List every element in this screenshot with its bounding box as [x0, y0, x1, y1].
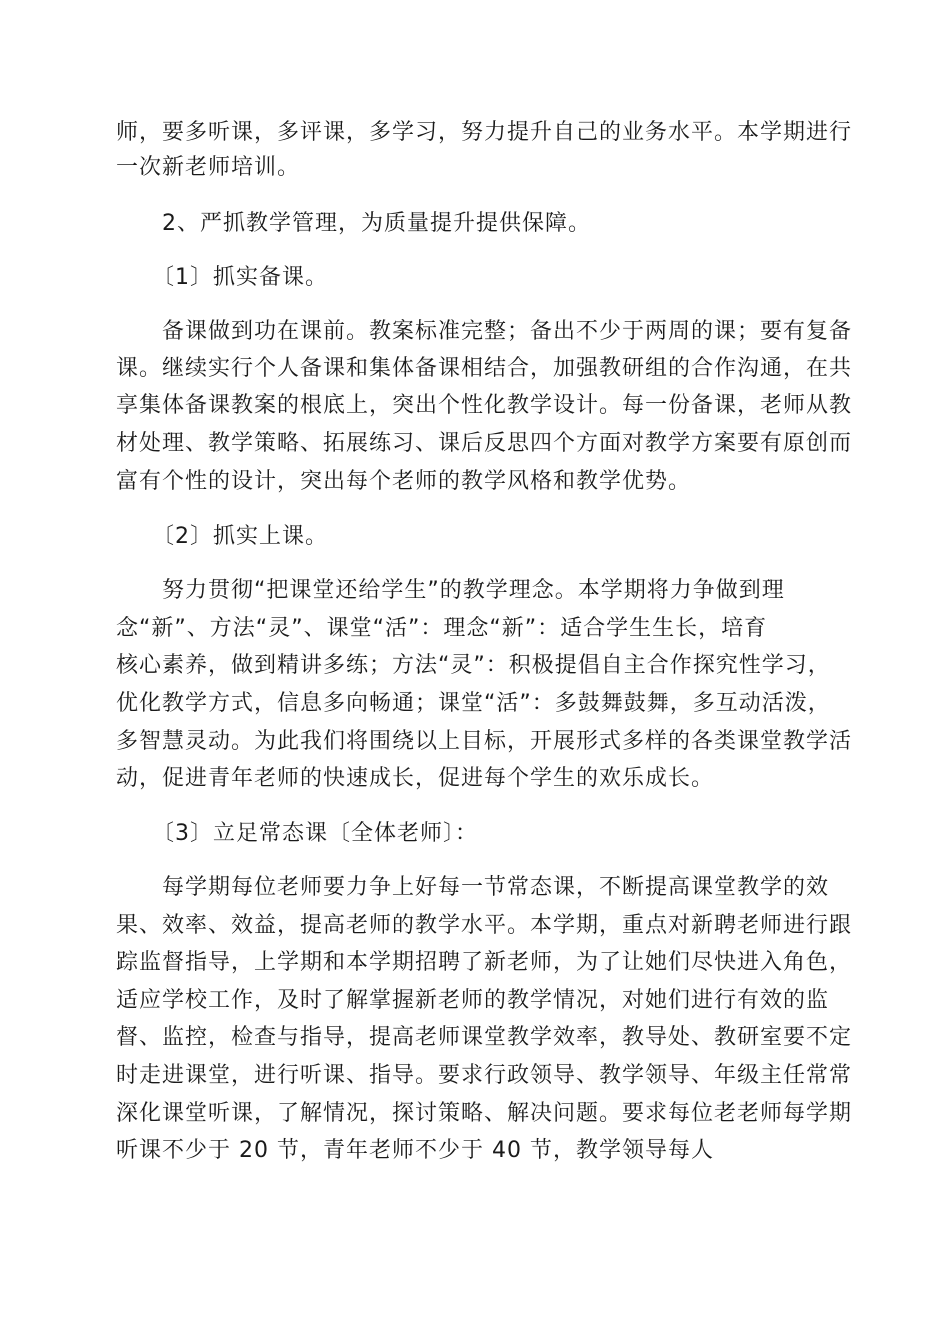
section-heading: 2、严抓教学管理，为质量提升提供保障。: [162, 211, 591, 236]
subsection-heading: 〔2〕抓实上课。: [152, 524, 328, 549]
paragraph-line: 多智慧灵动。为此我们将围绕以上目标，开展形式多样的各类课堂教学活: [116, 729, 853, 754]
paragraph-line: 动，促进青年老师的快速成长，促进每个学生的欢乐成长。: [116, 766, 715, 791]
paragraph-line: 备课做到功在课前。教案标准完整；备出不少于两周的课；要有复备: [162, 319, 853, 344]
paragraph-line: 师，要多听课，多评课，多学习，努力提升自己的业务水平。本学期进行: [116, 120, 853, 145]
paragraph-line: 念“新”、方法“灵”、课堂“活”：理念“新”：适合学生生长，培育: [116, 616, 768, 641]
paragraph-line: 深化课堂听课，了解情况，探讨策略、解决问题。要求每位老老师每学期: [116, 1101, 853, 1126]
paragraph-line: 果、效率、效益，提高老师的教学水平。本学期，重点对新聘老师进行跟: [116, 913, 853, 938]
paragraph-line: 时走进课堂，进行听课、指导。要求行政领导、教学领导、年级主任常常: [116, 1063, 853, 1088]
paragraph-line: 每学期每位老师要力争上好每一节常态课，不断提高课堂教学的效: [162, 875, 830, 900]
subsection-heading: 〔1〕抓实备课。: [152, 265, 328, 290]
paragraph-line: 材处理、教学策略、拓展练习、课后反思四个方面对教学方案要有原创而: [116, 431, 853, 456]
paragraph-line: 核心素养，做到精讲多练；方法“灵”：积极提倡自主合作探究性学习，: [116, 653, 831, 678]
paragraph-line: 一次新老师培训。: [116, 155, 301, 180]
paragraph-line: 优化教学方式，信息多向畅通；课堂“活”：多鼓舞鼓舞，多互动活泼，: [116, 691, 831, 716]
paragraph-line: 踪监督指导，上学期和本学期招聘了新老师，为了让她们尽快进入角色，: [116, 950, 853, 975]
paragraph-line: 听课不少于 20 节，青年老师不少于 40 节，教学领导每人: [116, 1138, 714, 1163]
paragraph-line: 适应学校工作，及时了解掌握新老师的教学情况，对她们进行有效的监: [116, 988, 830, 1013]
paragraph-line: 享集体备课教案的根底上，突出个性化教学设计。每一份备课，老师从教: [116, 393, 853, 418]
paragraph-line: 努力贯彻“把课堂还给学生”的教学理念。本学期将力争做到理: [162, 578, 785, 603]
paragraph-line: 督、监控，检查与指导，提高老师课堂教学效率，教导处、教研室要不定: [116, 1025, 853, 1050]
paragraph-line: 课。继续实行个人备课和集体备课相结合，加强教研组的合作沟通，在共: [116, 356, 853, 381]
paragraph-line: 富有个性的设计，突出每个老师的教学风格和教学优势。: [116, 469, 692, 494]
subsection-heading: 〔3〕立足常态课〔全体老师〕：: [152, 821, 478, 846]
